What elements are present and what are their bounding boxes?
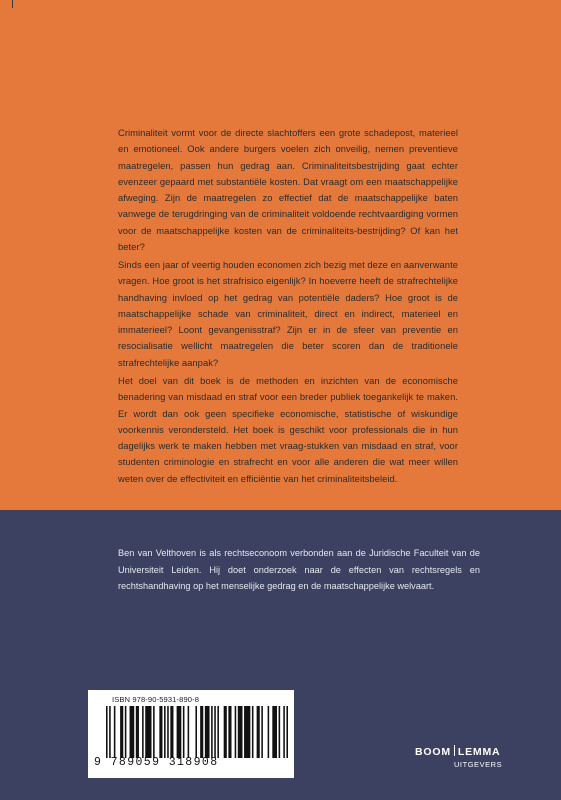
barcode-bar <box>224 706 227 758</box>
barcode-box <box>88 690 294 778</box>
barcode-bar <box>268 706 270 758</box>
barcode-bar <box>252 706 254 758</box>
isbn-label: ISBN 978-90-5931-890-8 <box>112 695 200 704</box>
description-paragraph-1: Criminaliteit vormt voor de directe slachtoffers een grote schadepost, materieel en emotioneel. Ook andere burgers voelen zich onveilig, nemen preventieve maatregelen, passen hun gedrag aan. Criminaliteitsbestrijding gaat echter evenzeer gepaard met substantiële kosten. Dat vraagt om een maatschappelijke afweging. Zijn de maatregelen zo effectief dat de maatschappelijke baten vanwege de terugdringing van de criminaliteit voldoende rechtvaardiging vormen voor de maatschappelijke kosten van de criminaliteits-bestrijding? Of kan het beter? <box>118 127 458 253</box>
barcode-bar <box>167 706 169 758</box>
publisher-name-left: BOOM <box>415 746 451 758</box>
barcode-bar <box>217 706 219 758</box>
barcode-bar <box>136 706 139 758</box>
barcode-bar <box>205 706 210 758</box>
barcode-bar <box>286 706 288 758</box>
publisher-name <box>415 745 500 758</box>
barcode-bar <box>272 706 277 758</box>
publisher-logo <box>415 745 503 769</box>
barcode-bar <box>125 706 127 758</box>
barcode-bar <box>177 706 182 758</box>
barcode-bar <box>257 706 260 758</box>
barcode-bar <box>120 706 123 758</box>
barcode-bar <box>244 706 250 758</box>
barcode-bar <box>130 706 135 758</box>
publisher-name-right: LEMMA <box>457 746 501 758</box>
barcode-bar <box>145 706 151 758</box>
barcode-bar <box>261 706 263 758</box>
barcode-bar <box>170 706 173 758</box>
barcode-bar <box>142 706 144 758</box>
publisher-subtitle: UITGEVERS <box>454 760 503 769</box>
barcode-bar <box>183 706 185 758</box>
barcode-bar <box>200 706 203 758</box>
barcode-bar <box>211 706 213 758</box>
description-paragraph-2: Sinds een jaar of veertig houden economen zich bezig met deze en aanverwante vragen. Hoe groot is het strafrisico eigenlijk? In hoeverre heeft de strafrechtelijke handhaving invloed op het gedrag van potentiële daders? Hoe groot is de maatschappelijke schade van criminaliteit, direct en indirect, materieel en immaterieel? Loont gevangenisstraf? Zijn er in de sfeer van preventie en resocialisatie wellicht maatregelen die beter scoren dan de traditionele strafrechtelijke aanpak? <box>118 259 458 368</box>
barcode-bar <box>114 706 116 758</box>
description-paragraph-3: Het doel van dit boek is de methoden en inzichten van de economische benadering van misdaad en straf voor een breder publiek toegankelijk te maken. Er wordt dan ook geen specifieke economische, statistische of wiskundige voorkennis verondersteld. Het boek is geschikt voor professionals die in hun dagelijks werk te maken hebben met vraag-stukken van misdaad en straf, voor studenten criminologie en strafrecht en voor alle anderen die wat meer willen weten over de effectiviteit en efficiëntie van het criminaliteitsbeleid. <box>118 375 458 484</box>
barcode-bar <box>283 706 285 758</box>
logo-divider <box>454 745 455 756</box>
barcode-icon <box>106 706 288 758</box>
barcode-bar <box>153 706 155 758</box>
barcode-bar <box>228 706 231 758</box>
author-bio: Ben van Velthoven is als rechtseconoom verbonden aan de Juridische Faculteit van de Universiteit Leiden. Hij doet onderzoek naar de effecten van rechtsregels en rechtshandhaving op het menselijke gedrag en de maatschappelijke welvaart. <box>118 548 480 591</box>
barcode-bar <box>195 706 197 758</box>
barcode-bar <box>159 706 162 758</box>
barcode-bar <box>279 706 281 758</box>
barcode-bar <box>235 706 237 758</box>
barcode-bar <box>188 706 190 758</box>
crop-mark <box>12 0 13 8</box>
barcode-digits: 9 789059 318908 <box>94 756 219 769</box>
barcode-bar <box>238 706 243 758</box>
barcode-bar <box>214 706 216 758</box>
barcode-bar <box>106 706 108 758</box>
barcode-bar <box>109 706 111 758</box>
barcode-bar <box>164 706 166 758</box>
